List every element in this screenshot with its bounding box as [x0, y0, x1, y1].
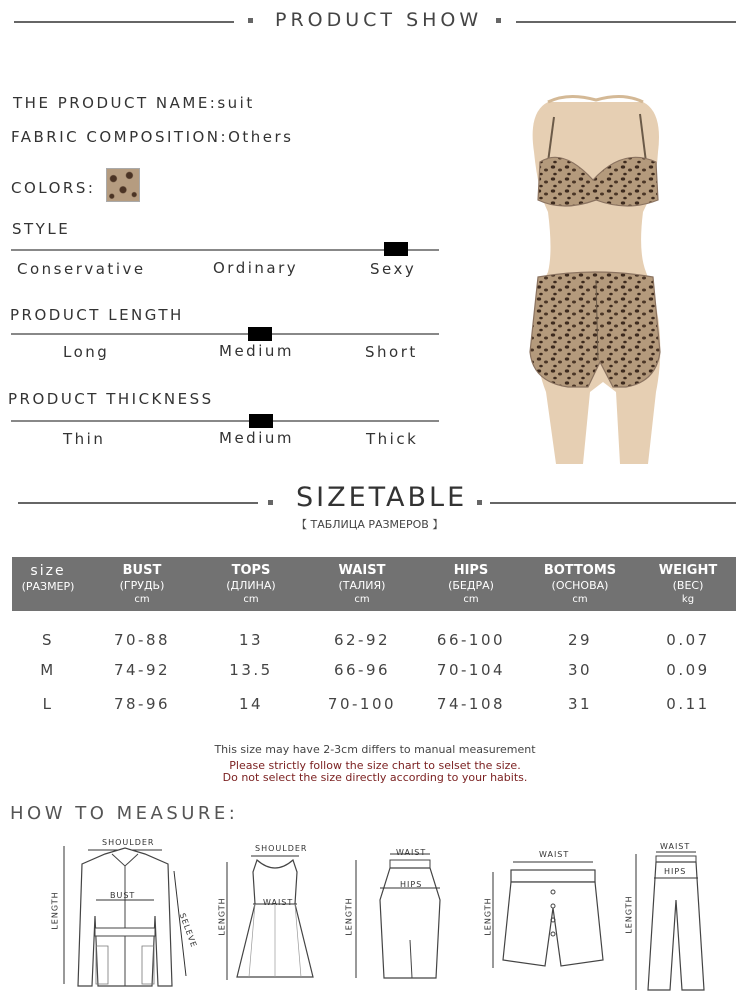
header-bust-unit: cm	[134, 594, 150, 605]
cell-bust: 74-92	[113, 661, 171, 679]
product-photo	[508, 92, 728, 464]
header-bottoms	[520, 557, 640, 611]
dress-drawing	[215, 842, 320, 992]
size-table-header	[12, 557, 736, 611]
cell-hips: 66-100	[436, 631, 506, 649]
cell-bottoms: 30	[567, 661, 593, 679]
divider-dot	[496, 18, 501, 23]
section-title-sizetable: SIZETABLE	[296, 482, 468, 513]
header-weight-en: WEIGHT	[658, 563, 718, 578]
size-note-3: Do not select the size directly according to your habits.	[222, 771, 528, 784]
section-title-how-to-measure: HOW TO MEASURE:	[10, 803, 239, 824]
header-tops	[200, 557, 302, 611]
cell-weight: 0.07	[666, 631, 710, 649]
dress-diagram	[215, 842, 320, 992]
thickness-label: PRODUCT THICKNESS	[8, 390, 214, 408]
skirt-drawing	[340, 840, 450, 990]
header-tops-unit: cm	[243, 594, 259, 605]
pants-diagram	[620, 840, 730, 995]
thickness-option-thin: Thin	[63, 430, 106, 448]
header-hips	[422, 557, 520, 611]
header-bottoms-ru: (ОСНОВА)	[551, 579, 609, 592]
cell-hips: 74-108	[436, 695, 506, 713]
cell-bottoms: 29	[567, 631, 593, 649]
length-scale	[11, 333, 439, 335]
pants-drawing	[620, 840, 730, 995]
style-label: STYLE	[12, 220, 71, 238]
style-marker	[384, 242, 408, 256]
cell-bust: 78-96	[113, 695, 171, 713]
size-note-1: This size may have 2-3cm differs to manual measurement	[214, 743, 536, 756]
header-bust-ru: (ГРУДЬ)	[119, 579, 165, 592]
header-tops-en: TOPS	[231, 563, 271, 578]
header-waist-ru: (ТАЛИЯ)	[338, 579, 386, 592]
cell-size: L	[42, 695, 54, 713]
table-row-l	[12, 685, 736, 723]
divider-dot	[248, 18, 253, 23]
cell-waist: 70-100	[327, 695, 397, 713]
length-option-short: Short	[365, 343, 418, 361]
cell-weight: 0.11	[666, 695, 710, 713]
thickness-marker	[249, 414, 273, 428]
skirt-diagram	[340, 840, 450, 990]
skirt-waist-label: WAIST	[396, 848, 427, 857]
length-option-long: Long	[63, 343, 110, 361]
divider-left	[18, 502, 258, 504]
pants-length-label: LENGTH	[624, 895, 634, 934]
fabric-composition: FABRIC COMPOSITION:Others	[11, 128, 294, 146]
shorts-length-label: LENGTH	[483, 897, 493, 936]
header-hips-ru: (БЕДРА)	[448, 579, 494, 592]
cell-bust: 70-88	[113, 631, 171, 649]
skirt-length-label: LENGTH	[344, 897, 354, 936]
section-title-product-show: PRODUCT SHOW	[275, 9, 483, 31]
thickness-option-medium: Medium	[219, 429, 294, 447]
shorts-drawing	[475, 848, 615, 978]
cell-hips: 70-104	[436, 661, 506, 679]
cell-size: M	[40, 661, 56, 679]
jacket-sleeve-label: SELEVE	[177, 911, 199, 950]
size-note-2: Please strictly follow the size chart to selset the size.	[229, 759, 521, 772]
style-option-conservative: Conservative	[17, 260, 146, 278]
header-size-ru: (РАЗМЕР)	[21, 580, 75, 593]
table-row-m	[12, 655, 736, 685]
jacket-length-label: LENGTH	[50, 891, 60, 930]
dress-length-label: LENGTH	[217, 897, 227, 936]
header-bottoms-en: BOTTOMS	[543, 563, 617, 578]
thickness-option-thick: Thick	[366, 430, 419, 448]
header-weight-ru: (ВЕС)	[672, 579, 704, 592]
cell-tops: 13.5	[229, 661, 273, 679]
jacket-bust-label: BUST	[110, 891, 136, 900]
sizetable-subtitle: 【 ТАБЛИЦА РАЗМЕРОВ 】	[296, 518, 444, 531]
header-bust	[84, 557, 200, 611]
header-hips-en: HIPS	[453, 563, 489, 578]
length-label: PRODUCT LENGTH	[10, 306, 184, 324]
header-tops-ru: (ДЛИНА)	[226, 579, 276, 592]
pants-waist-label: WAIST	[660, 842, 691, 851]
jacket-diagram	[50, 836, 200, 996]
length-marker	[248, 327, 272, 341]
divider-left	[14, 21, 234, 23]
divider-dot	[477, 500, 482, 505]
style-scale	[11, 249, 439, 251]
header-weight	[640, 557, 736, 611]
pants-hips-label: HIPS	[664, 867, 687, 876]
jacket-shoulder-label: SHOULDER	[102, 838, 155, 847]
shorts-waist-label: WAIST	[539, 850, 570, 859]
header-waist-en: WAIST	[338, 563, 386, 578]
dress-waist-label: WAIST	[263, 898, 294, 907]
header-size-en: size	[30, 563, 66, 579]
divider-dot	[268, 500, 273, 505]
length-option-medium: Medium	[219, 342, 294, 360]
skirt-hips-label: HIPS	[400, 880, 423, 889]
table-row-s	[12, 625, 736, 655]
size-table	[12, 557, 736, 723]
colors-label: COLORS:	[11, 179, 96, 197]
thickness-scale	[11, 420, 439, 422]
product-name: THE PRODUCT NAME:suit	[13, 94, 255, 112]
header-size	[12, 557, 84, 611]
cell-size: S	[41, 631, 55, 649]
header-bottoms-unit: cm	[572, 594, 588, 605]
divider-right	[516, 21, 736, 23]
header-waist-unit: cm	[354, 594, 370, 605]
style-option-sexy: Sexy	[370, 260, 417, 278]
header-waist	[302, 557, 422, 611]
style-option-ordinary: Ordinary	[213, 259, 299, 277]
cell-weight: 0.09	[666, 661, 710, 679]
header-hips-unit: cm	[463, 594, 479, 605]
color-swatch-leopard[interactable]	[106, 168, 140, 202]
cell-waist: 66-96	[333, 661, 391, 679]
cell-waist: 62-92	[333, 631, 391, 649]
cell-tops: 13	[238, 631, 264, 649]
cell-bottoms: 31	[567, 695, 593, 713]
divider-right	[490, 502, 736, 504]
cell-tops: 14	[238, 695, 264, 713]
header-weight-unit: kg	[681, 594, 695, 605]
header-bust-en: BUST	[122, 563, 162, 578]
dress-shoulder-label: SHOULDER	[255, 844, 308, 853]
shorts-diagram	[475, 848, 615, 978]
